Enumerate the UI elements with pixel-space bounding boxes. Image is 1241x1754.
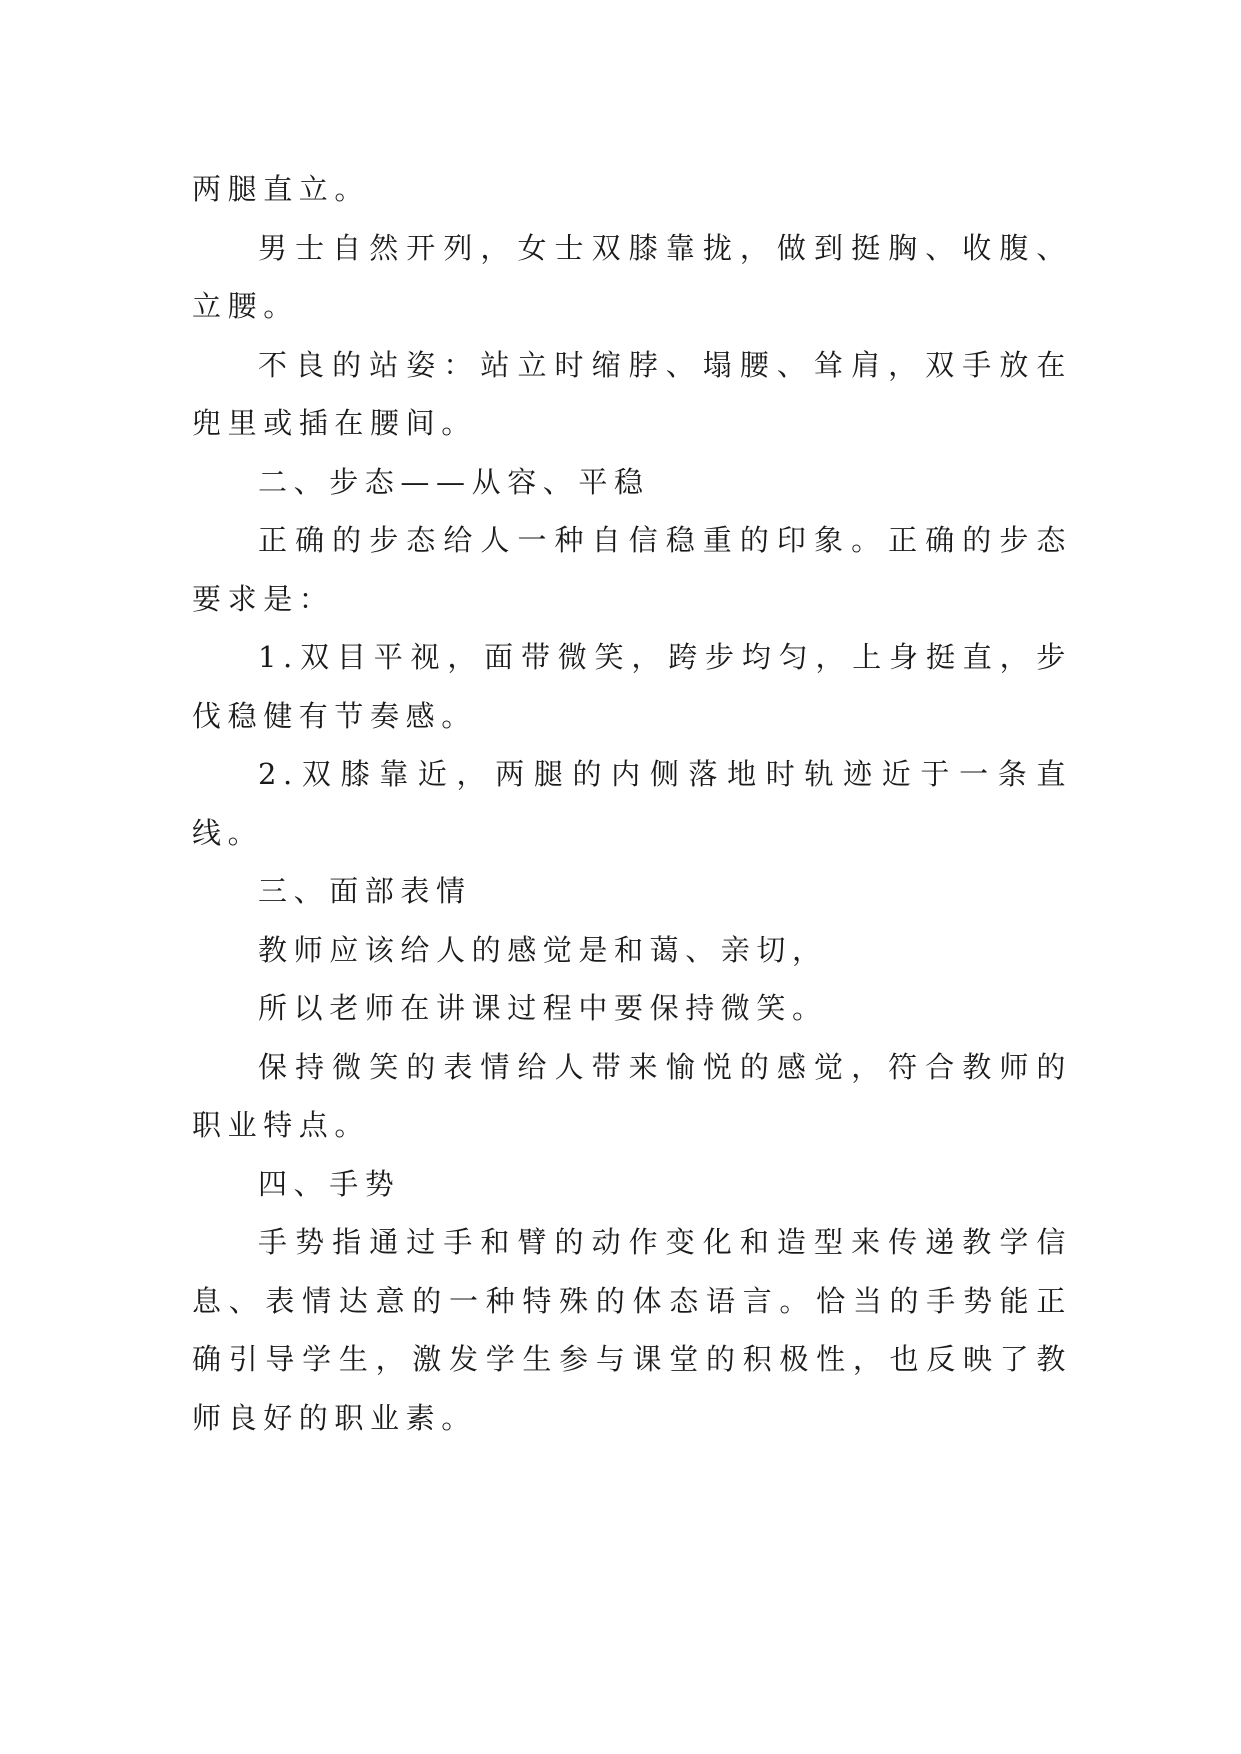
paragraph: 所以老师在讲课过程中要保持微笑。 [258,991,828,1025]
list-item: 1.双目平视，面带微笑，跨步均匀，上身挺直，步伐稳健有节奏感。 [192,640,1072,733]
section-heading: 二、步态——从容、平稳 [258,464,650,499]
paragraph: 不良的站姿：站立时缩脖、塌腰、耸肩，双手放在兜里或插在腰间。 [192,347,1072,440]
section-heading: 四、手势 [258,1166,401,1201]
list-item: 2.双膝靠近，两腿的内侧落地时轨迹近于一条直线。 [192,757,1072,850]
paragraph: 保持微笑的表情给人带来愉悦的感觉，符合教师的职业特点。 [192,1049,1072,1142]
paragraph: 两腿直立。 [192,172,371,206]
document-body [192,160,1072,1447]
paragraph: 教师应该给人的感觉是和蔼、亲切， [258,932,828,967]
paragraph: 正确的步态给人一种自信稳重的印象。正确的步态要求是： [192,523,1072,616]
paragraph: 男士自然开列，女士双膝靠拢，做到挺胸、收腹、立腰。 [192,230,1072,323]
paragraph: 手势指通过手和臂的动作变化和造型来传递教学信息、表情达意的一种特殊的体态语言。恰当的手势能正确引导学生，激发学生参与课堂的积极性，也反映了教师良好的职业素。 [192,1225,1072,1435]
section-heading: 三、面部表情 [258,874,472,908]
